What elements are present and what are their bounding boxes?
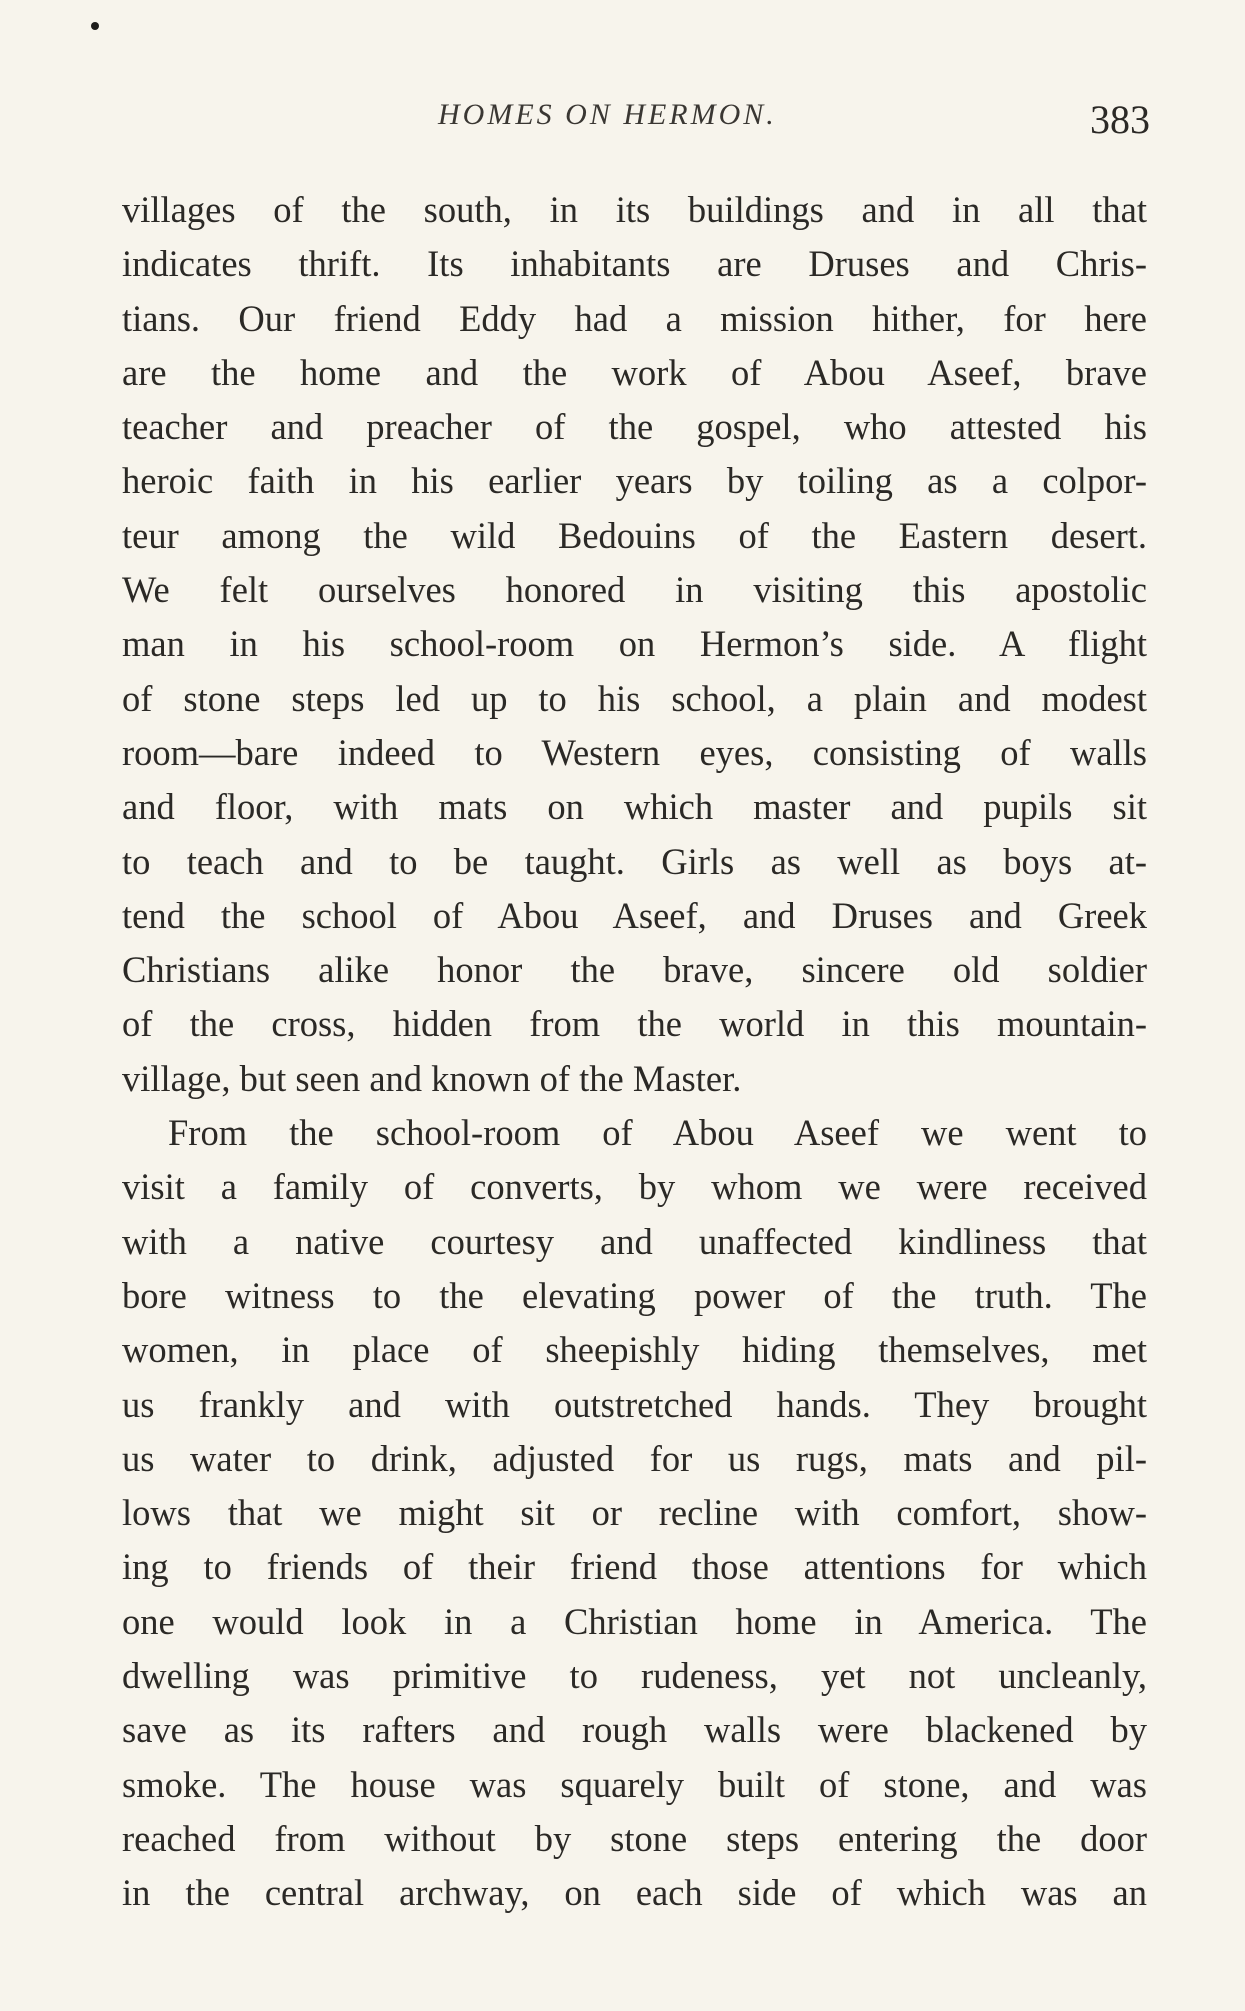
- text-line: man in his school-room on Hermon’s side. A flight: [122, 623, 1147, 665]
- text-line: villages of the south, in its buildings and in all that: [122, 189, 1147, 230]
- text-line: women, in place of sheepishly hiding themselves, met: [122, 1329, 1147, 1371]
- paragraph-first-line: From the school-room of Abou Aseef we went to: [168, 1112, 1147, 1154]
- text-line: tend the school of Abou Aseef, and Druses and Greek: [122, 894, 1147, 936]
- text-line: of stone steps led up to his school, a plain and modest: [122, 677, 1147, 719]
- text-line: smoke. The house was squarely built of stone, and was: [122, 1763, 1147, 1805]
- text-line: reached from without by stone steps entering the door: [122, 1817, 1147, 1859]
- running-title: HOMES ON HERMON.: [438, 98, 777, 131]
- text-line: bore witness to the elevating power of the truth. The: [122, 1274, 1147, 1316]
- body-text: [122, 183, 1147, 1921]
- text-line: ing to friends of their friend those attentions for which: [122, 1546, 1147, 1588]
- text-line: indicates thrift. Its inhabitants are Druses and Chris-: [122, 243, 1147, 285]
- text-line: heroic faith in his earlier years by toiling as a colpor-: [122, 460, 1147, 502]
- text-line: visit a family of converts, by whom we were received: [122, 1166, 1147, 1208]
- paragraph-end-line: village, but seen and known of the Master.: [122, 1057, 742, 1099]
- text-line: lows that we might sit or recline with comfort, show-: [122, 1492, 1147, 1534]
- page-number: 383: [1090, 97, 1150, 142]
- text-line: in the central archway, on each side of which was an: [122, 1872, 1147, 1914]
- text-line: us water to drink, adjusted for us rugs, mats and pil-: [122, 1437, 1147, 1479]
- text-line: dwelling was primitive to rudeness, yet not uncleanly,: [122, 1655, 1147, 1697]
- text-line: save as its rafters and rough walls were blackened by: [122, 1709, 1147, 1751]
- ink-speck: [91, 22, 99, 30]
- text-line: with a native courtesy and unaffected kindliness that: [122, 1220, 1147, 1262]
- text-line: one would look in a Christian home in America. The: [122, 1600, 1147, 1642]
- text-line: We felt ourselves honored in visiting this apostolic: [122, 569, 1147, 611]
- text-line: teacher and preacher of the gospel, who attested his: [122, 406, 1147, 448]
- text-line: us frankly and with outstretched hands. They brought: [122, 1383, 1147, 1425]
- text-line: tians. Our friend Eddy had a mission hither, for here: [122, 297, 1147, 339]
- text-line: are the home and the work of Abou Aseef, brave: [122, 351, 1147, 393]
- text-line: and floor, with mats on which master and pupils sit: [122, 786, 1147, 828]
- text-line: Christians alike honor the brave, sincere old soldier: [122, 949, 1147, 991]
- text-line: room—bare indeed to Western eyes, consisting of walls: [122, 731, 1147, 773]
- text-line: teur among the wild Bedouins of the Eastern desert.: [122, 514, 1147, 556]
- text-line: of the cross, hidden from the world in this mountain-: [122, 1003, 1147, 1045]
- text-line: to teach and to be taught. Girls as well as boys at-: [122, 840, 1147, 882]
